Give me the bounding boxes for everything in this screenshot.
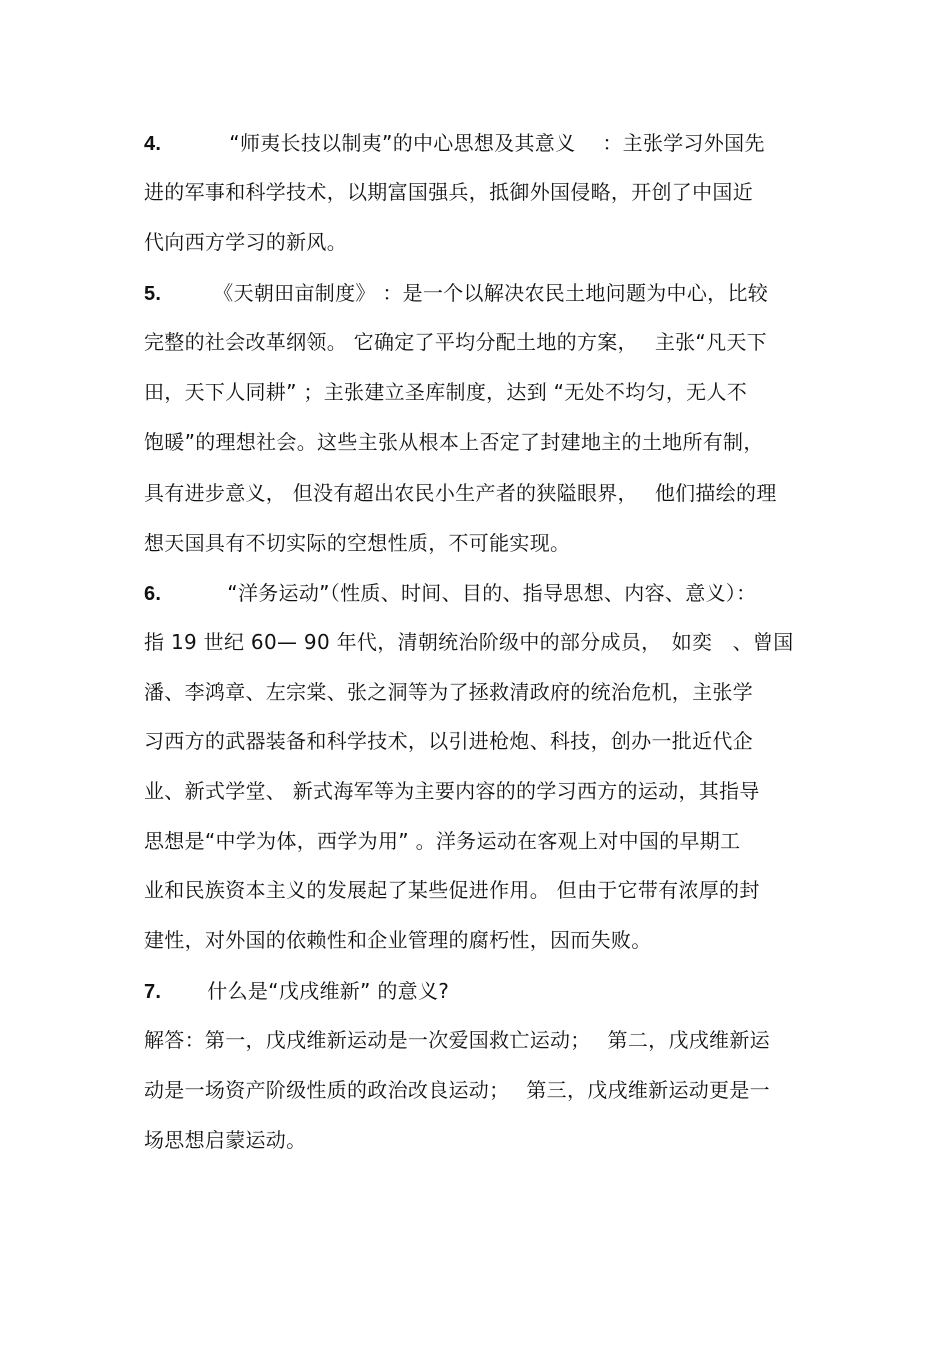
section-5-heading: 《天朝田亩制度》 ：是一个以解决农民土地问题为中心，比较 bbox=[213, 281, 769, 305]
section-6-line-4: 习西方的武器装备和科学技术，以引进枪炮、科技，创办一批近代企 bbox=[144, 729, 753, 753]
section-5-number: 5. bbox=[144, 283, 162, 305]
section-7-heading: 什么是“戊戌维新” 的意义? bbox=[207, 979, 450, 1003]
section-5-line-3: 田，天下人同耕” ；主张建立圣库制度，达到 “无处不均匀，无人不 bbox=[144, 380, 748, 404]
section-6-line-8: 建性，对外国的依赖性和企业管理的腐朽性，因而失败。 bbox=[144, 928, 652, 952]
section-7-line-1 bbox=[144, 977, 449, 1006]
section-5-line-1 bbox=[144, 279, 768, 308]
section-4-line-2: 进的军事和科学技术，以期富国强兵，抵御外国侵略，开创了中国近 bbox=[144, 180, 753, 204]
section-6-number: 6. bbox=[144, 583, 162, 605]
section-4-line-3: 代向西方学习的新风。 bbox=[144, 230, 347, 254]
section-7-line-2: 解答：第一，戊戌维新运动是一次爱国救亡运动； 第二，戊戌维新运 bbox=[144, 1028, 770, 1052]
section-7-number: 7. bbox=[144, 981, 162, 1003]
section-6-line-1 bbox=[144, 579, 756, 608]
section-6-line-6: 思想是“中学为体，西学为用” 。洋务运动在客观上对中国的早期工 bbox=[144, 829, 741, 853]
section-6-line-5: 业、新式学堂、 新式海军等为主要内容的的学习西方的运动，其指导 bbox=[144, 779, 760, 803]
section-6-line-2: 指 19 世纪 60— 90 年代，清朝统治阶级中的部分成员， 如奕 、曾国 bbox=[144, 630, 794, 654]
section-7-line-4: 场思想启蒙运动。 bbox=[144, 1128, 307, 1152]
section-6-line-7: 业和民族资本主义的发展起了某些促进作用。 但由于它带有浓厚的封 bbox=[144, 878, 760, 902]
section-7-line-3: 动是一场资产阶级性质的政治改良运动； 第三，戊戌维新运动更是一 bbox=[144, 1078, 770, 1102]
section-6-line-3: 潘、李鸿章、左宗棠、张之洞等为了拯救清政府的统治危机，主张学 bbox=[144, 680, 753, 704]
section-4-line-1 bbox=[144, 129, 765, 158]
section-5-line-5: 具有进步意义， 但没有超出农民小生产者的狭隘眼界， 他们描绘的理 bbox=[144, 481, 777, 505]
section-5-line-6: 想天国具有不切实际的空想性质，不可能实现。 bbox=[144, 531, 571, 555]
section-4-heading: “师夷长技以制夷”的中心思想及其意义 ：主张学习外国先 bbox=[229, 131, 765, 155]
section-5-line-2: 完整的社会改革纲领。 它确定了平均分配土地的方案， 主张“凡天下 bbox=[144, 330, 767, 354]
section-6-heading: “洋务运动”（性质、时间、目的、指导思想、内容、意义）： bbox=[227, 581, 757, 605]
section-4-number: 4. bbox=[144, 133, 162, 155]
section-5-line-4: 饱暖”的理想社会。这些主张从根本上否定了封建地主的土地所有制， bbox=[144, 430, 764, 454]
